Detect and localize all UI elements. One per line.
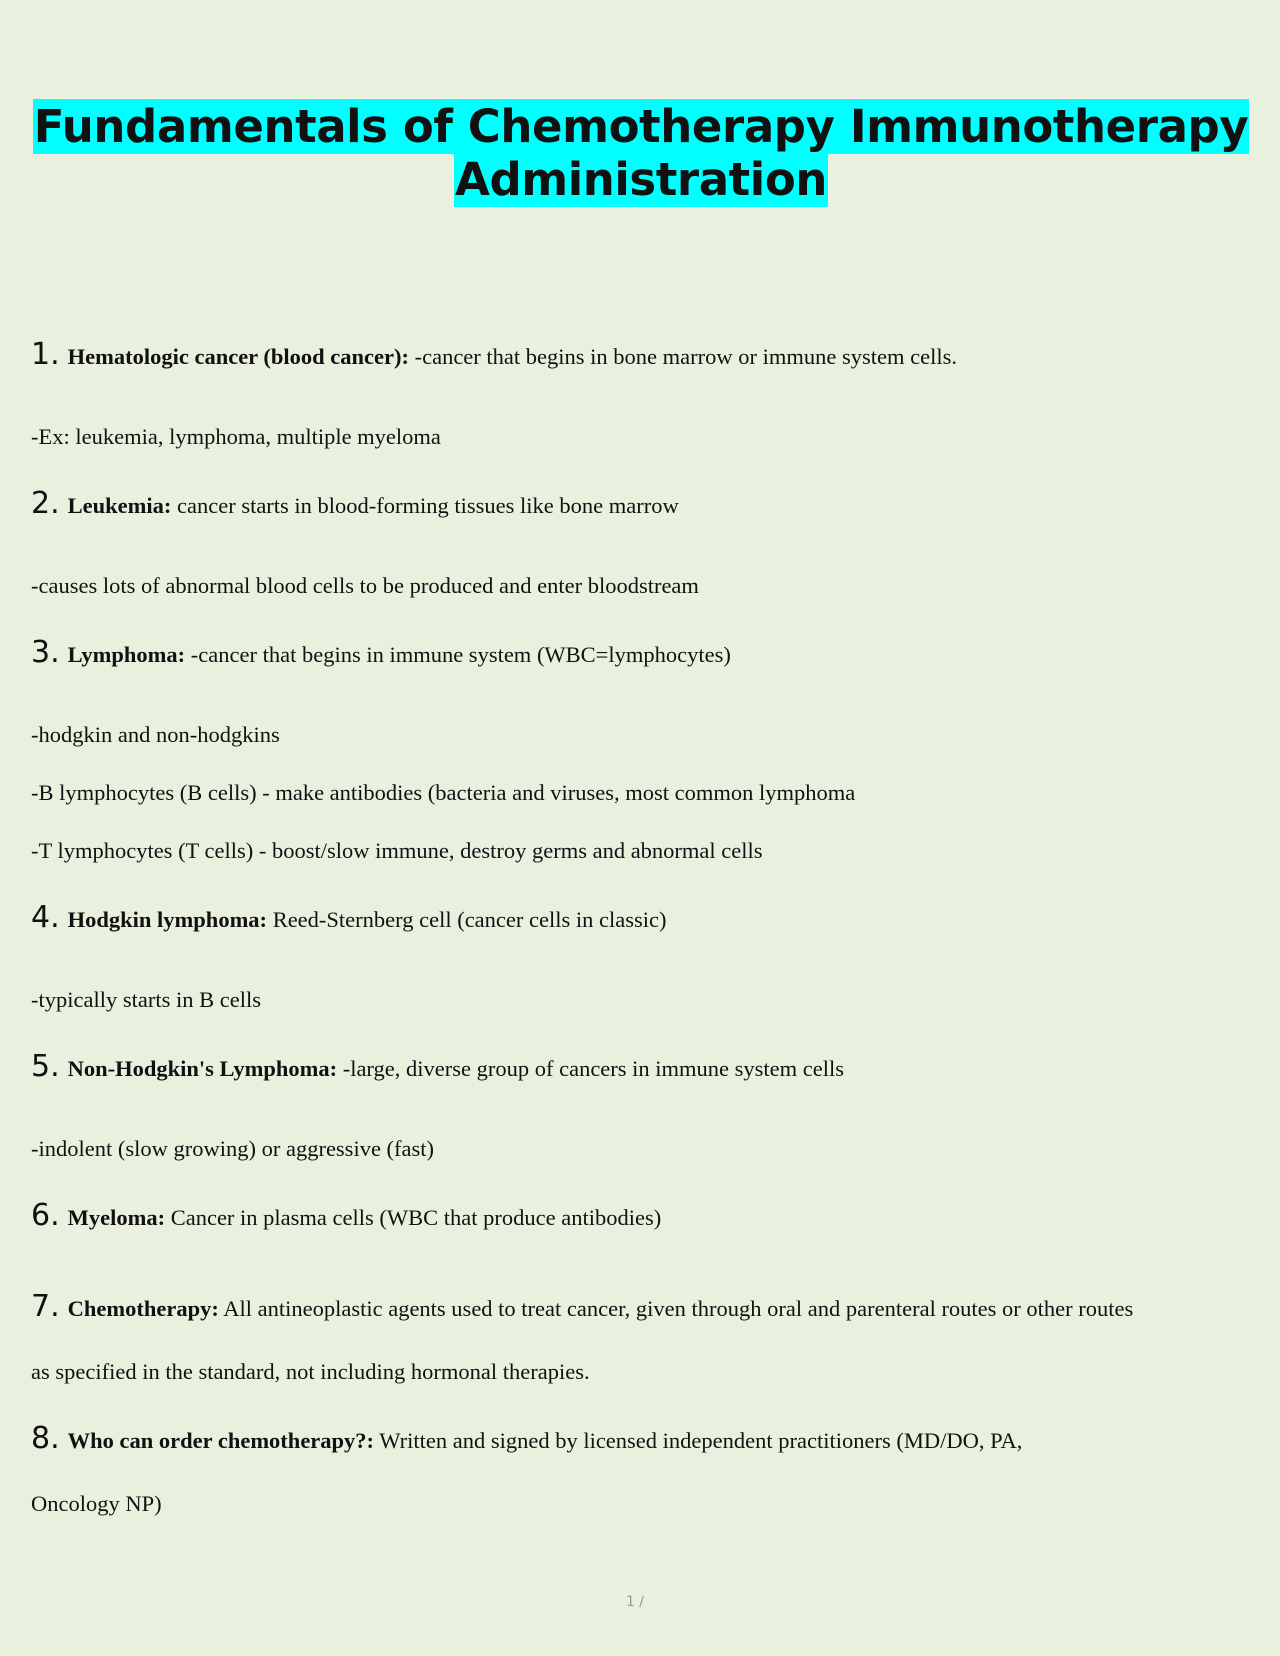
item-6-heading <box>31 1198 662 1233</box>
item-3-note-3: -T lymphocytes (T cells) - boost/slow immune, destroy germs and abnormal cells <box>31 838 763 863</box>
item-5-heading <box>31 1049 845 1084</box>
item-number: 1. <box>31 337 60 372</box>
item-definition: cancer starts in blood-forming tissues like bone marrow <box>171 493 679 518</box>
item-definition: -cancer that begins in bone marrow or immune system cells. <box>408 344 957 369</box>
item-term: Chemotherapy: <box>67 1296 219 1321</box>
item-5-note-1: -indolent (slow growing) or aggressive (fast) <box>31 1136 435 1161</box>
item-4-note-1: -typically starts in B cells <box>31 987 261 1012</box>
item-term: Hodgkin lymphoma: <box>67 907 268 932</box>
item-number: 3. <box>31 635 60 670</box>
page-number: 1 / <box>625 1594 645 1610</box>
item-number: 4. <box>31 900 60 935</box>
item-8-note-1: Oncology NP) <box>31 1491 162 1516</box>
document-title <box>30 100 1252 206</box>
item-4-heading <box>31 900 667 935</box>
item-3-note-1: -hodgkin and non-hodgkins <box>31 722 280 747</box>
item-term: Non-Hodgkin's Lymphoma: <box>67 1056 338 1081</box>
item-2-note-1: -causes lots of abnormal blood cells to be produced and enter bloodstream <box>31 573 699 598</box>
item-number: 2. <box>31 486 60 521</box>
item-1-note-1: -Ex: leukemia, lymphoma, multiple myeloma <box>31 424 441 449</box>
item-term: Myeloma: <box>67 1205 166 1230</box>
item-definition: -large, diverse group of cancers in immune system cells <box>337 1056 845 1081</box>
item-definition: -cancer that begins in immune system (WBC=lymphocytes) <box>185 642 731 667</box>
item-8-heading <box>31 1421 1023 1456</box>
item-term: Lymphoma: <box>67 642 186 667</box>
item-number: 5. <box>31 1049 60 1084</box>
item-definition: All antineoplastic agents used to treat cancer, given through oral and parenteral routes or other routes <box>218 1296 1134 1321</box>
item-3-heading <box>31 635 731 670</box>
item-term: Hematologic cancer (blood cancer): <box>67 344 409 369</box>
item-term: Who can order chemotherapy?: <box>67 1428 375 1453</box>
item-definition: Reed-Sternberg cell (cancer cells in classic) <box>267 907 667 932</box>
item-term: Leukemia: <box>67 493 172 518</box>
item-7-note-1: as specified in the standard, not including hormonal therapies. <box>31 1359 590 1384</box>
item-number: 6. <box>31 1198 60 1233</box>
item-definition: Cancer in plasma cells (WBC that produce antibodies) <box>165 1205 662 1230</box>
item-2-heading <box>31 486 679 521</box>
title-line-1: Fundamentals of Chemotherapy Immunotherapy <box>33 100 1249 153</box>
item-number: 8. <box>31 1421 60 1456</box>
item-3-note-2: -B lymphocytes (B cells) - make antibodies (bacteria and viruses, most common lymphoma <box>31 780 856 805</box>
item-number: 7. <box>31 1289 60 1324</box>
item-1-heading <box>31 337 957 372</box>
item-7-heading <box>31 1289 1134 1324</box>
item-definition: Written and signed by licensed independent practitioners (MD/DO, PA, <box>374 1428 1023 1453</box>
title-line-2: Administration <box>455 153 827 206</box>
